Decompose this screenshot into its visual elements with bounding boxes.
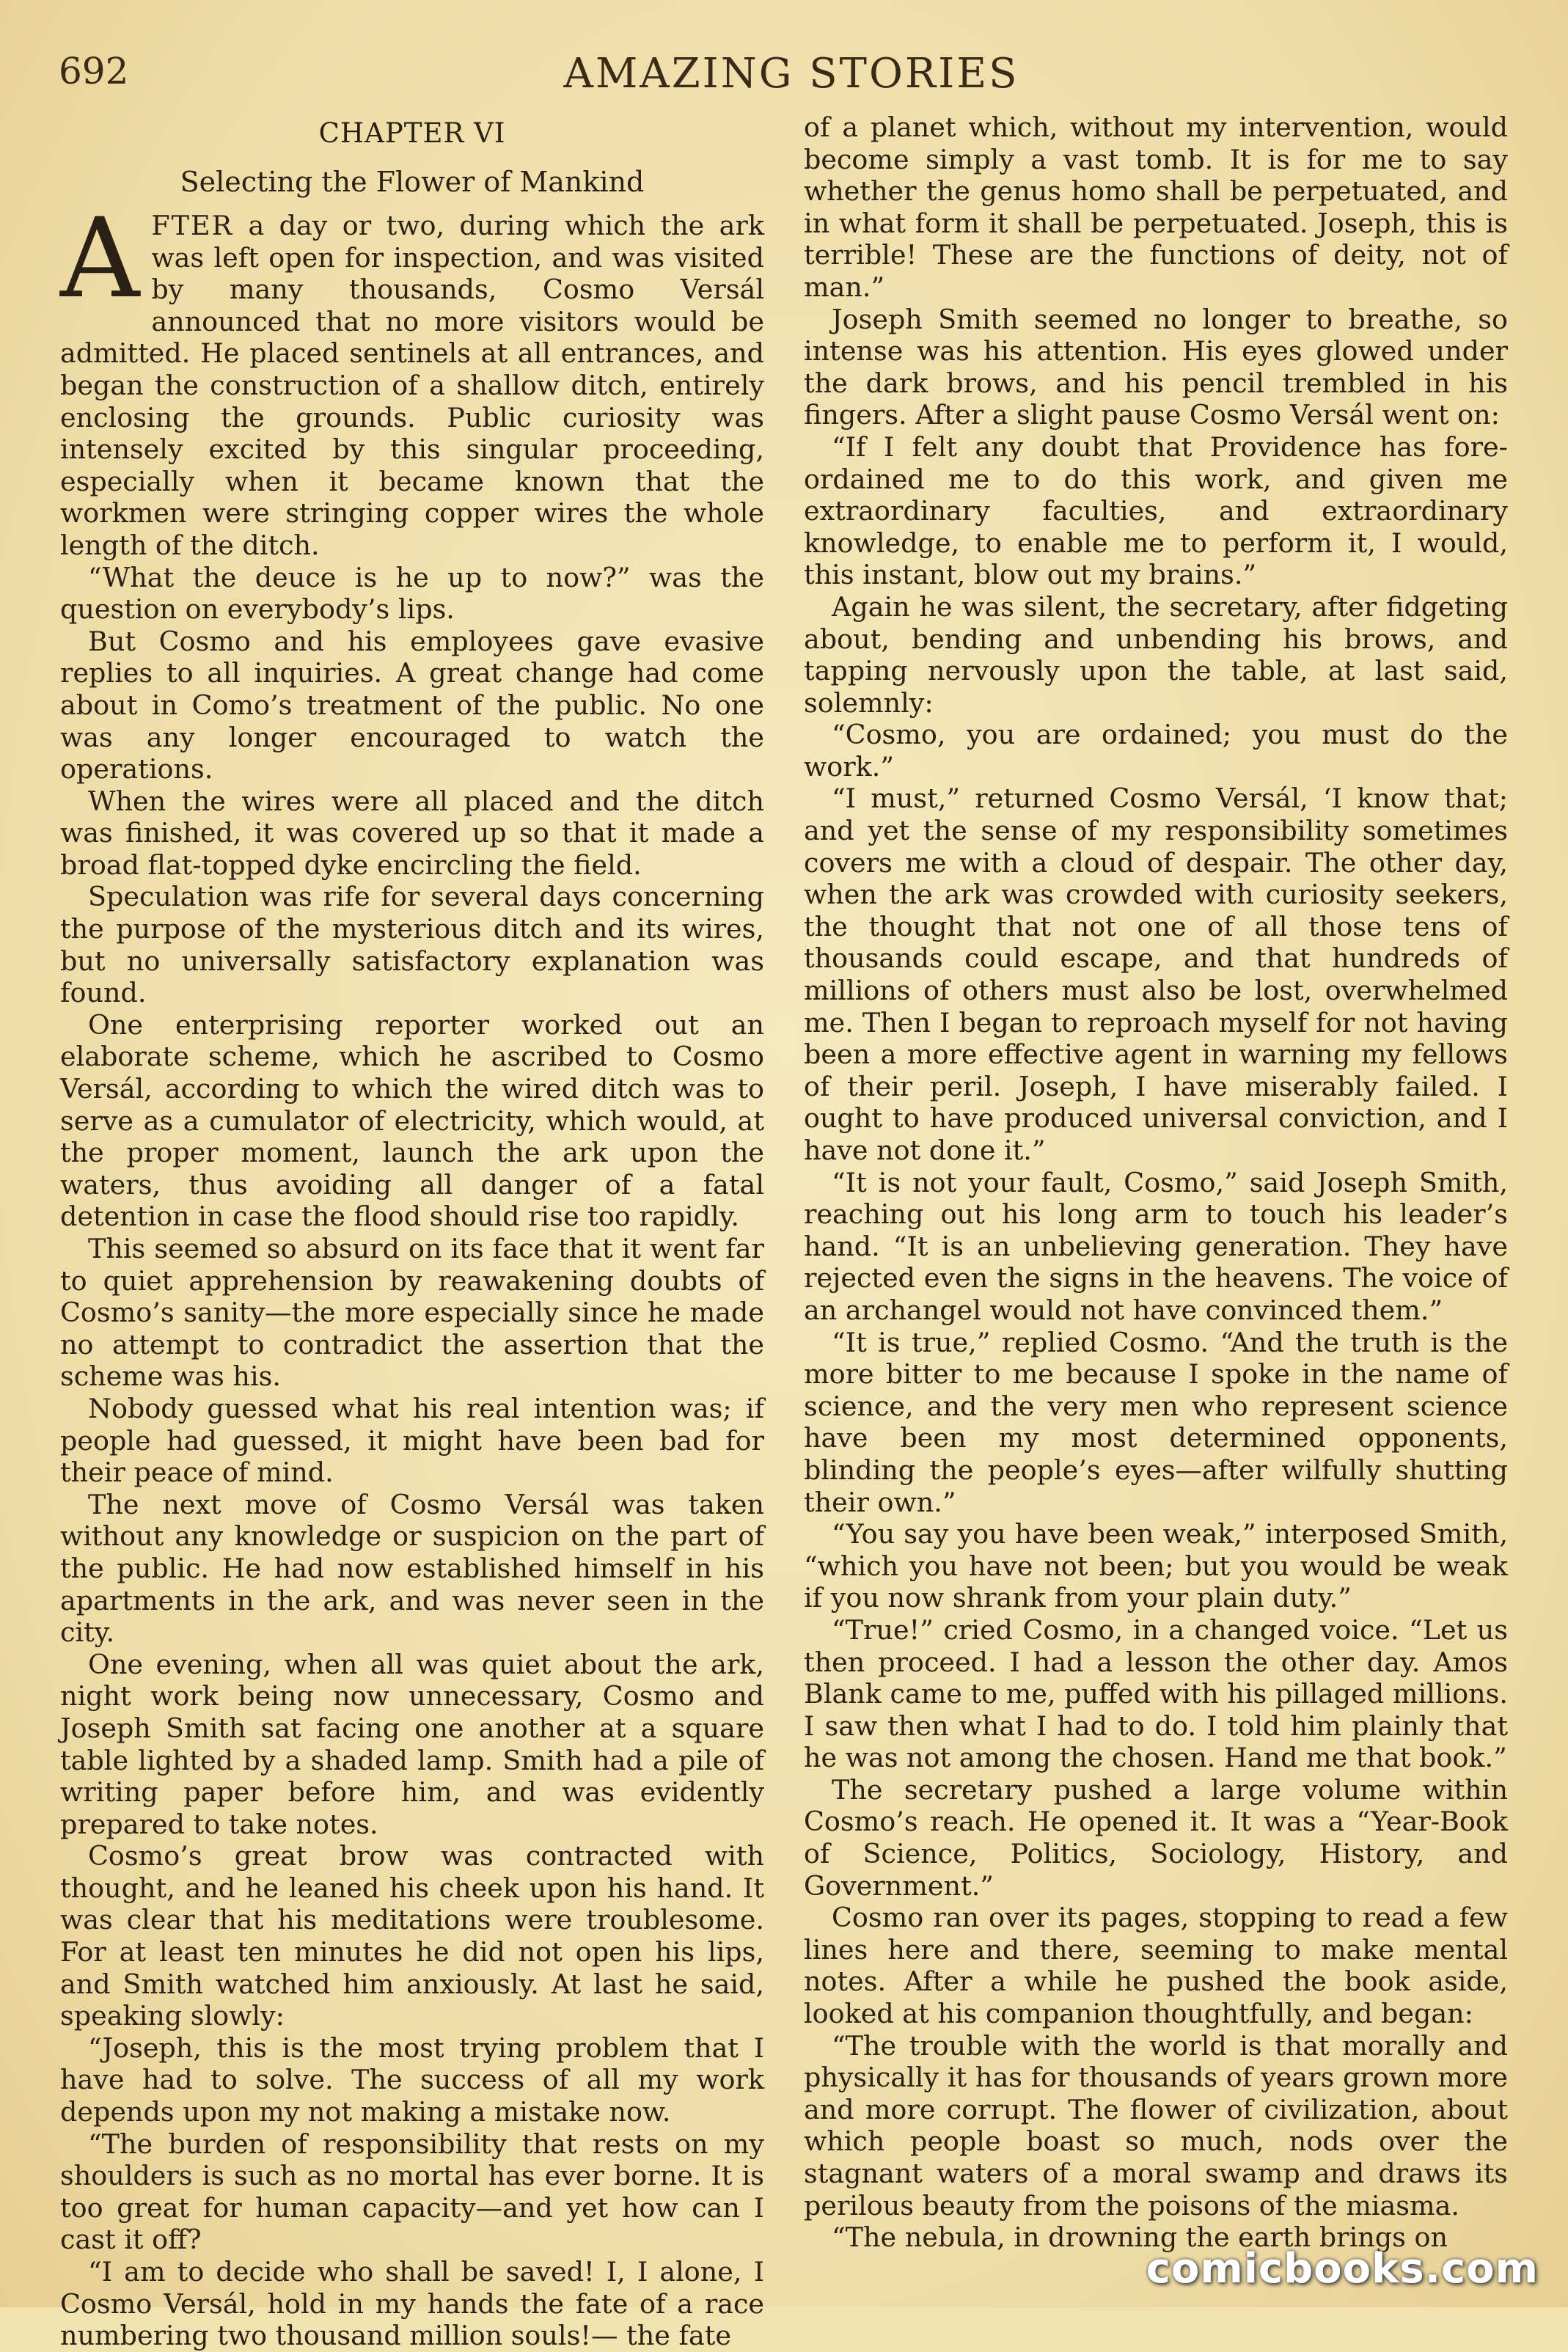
running-head: AMAZING STORIES — [563, 50, 1019, 98]
paragraph: of a planet which, without my intervention, would become simply a vast tomb. It is for me to say whether the genus homo shall be perpetuated, and in what form it shall be perpetuated. Joseph, this is terrible! These are the functions of deity, not of man.” — [804, 111, 1508, 303]
page-header — [59, 35, 1524, 109]
chapter-subtitle: Selecting the Flower of Mankind — [180, 166, 645, 198]
paragraph: “You say you have been weak,” interposed Smith, “which you have not been; but you would be weak if you now shrank from your plain duty.” — [804, 1518, 1508, 1614]
paragraph: “If I felt any doubt that Providence has fore-ordained me to do this work, and given me extraordinary faculties, and extraordinary knowledge, to enable me to perform it, I would, this instant, blow out my brains.” — [804, 431, 1508, 591]
paragraph: “The burden of responsibility that rests on my shoulders is such as no mortal has ever borne. It is too great for human capacity—and yet how can I cast it off? — [60, 2128, 764, 2256]
paragraph: “The nebula, in drowning the earth brings on — [832, 2221, 1448, 2254]
paragraph: “What the deuce is he up to now?” was the question on everybody’s lips. — [60, 561, 764, 626]
paragraph: Joseph Smith seemed no longer to breathe, so intense was his attention. His eyes glowed under the dark brows, and his pencil trembled in his fingers. After a slight pause Cosmo Versál went on: — [804, 303, 1508, 431]
paragraph: The secretary pushed a large volume within Cosmo’s reach. He opened it. It was a “Year-Book of Science, Politics, Sociology, History, and Government.” — [804, 1773, 1508, 1902]
left-column — [60, 111, 764, 2352]
watermark: comicbooks.com — [1146, 2245, 1539, 2293]
paragraph: “Joseph, this is the most trying problem that I have had to solve. The success of all my work depends upon my not making a mistake now. — [60, 2032, 764, 2128]
paragraph: “I am to decide who shall be saved! I, I alone, I Cosmo Versál, hold in my hands the fate of a race numbering two thousand million souls!— the fate — [60, 2256, 764, 2352]
page-number: 692 — [59, 50, 129, 92]
paragraph — [60, 195, 764, 562]
paragraph: Nobody guessed what his real intention was; if people had guessed, it might have been bad for their peace of mind. — [60, 1392, 764, 1489]
paragraph: “True!” cried Cosmo, in a changed voice. “Let us then proceed. I had a lesson the other day. Amos Blank came to me, puffed with his pillaged millions. I saw then what I had to do. I told him plainly that he was not among the chosen. Hand me that book.” — [804, 1613, 1508, 1774]
paragraph: “It is true,” replied Cosmo. “And the truth is the more bitter to me because I spoke in the name of science, and the very men who represent science have been my most determined opponents, blinding the people’s eyes—after wilfully shutting their own.” — [804, 1326, 1508, 1518]
paragraph: Cosmo ran over its pages, stopping to read a few lines here and there, seeming to make mental notes. After a while he pushed the book aside, looked at his companion thoughtfully, and began: — [804, 1902, 1508, 2030]
paragraph-text: a day or two, during which the ark was left open for inspection, and was visited by many thousands, Cosmo Versál announced that no more visitors would be admitted. He placed sentinels at all entrances, and began the construction of a shallow ditch, entirely enclosing the grounds. Public curiosity was intensely excited by this singular proceeding, especially when it became known that the workmen were stringing copper wires the whole length of the ditch. — [60, 210, 764, 561]
paragraph: The next move of Cosmo Versál was taken without any knowledge or suspicion on the part of the public. He had now established himself in his apartments in the ark, and was never seen in the city. — [60, 1488, 764, 1649]
paragraph: This seemed so absurd on its face that it went far to quiet apprehension by reawakening doubts of Cosmo’s sanity—the more especially since he made no attempt to contradict the assertion that the scheme was his. — [60, 1233, 764, 1393]
paragraph: “The trouble with the world is that morally and physically it has for thousands of years grown more and more corrupt. The flower of civilization, about which people boast so much, nods over the stagnant waters of a moral swamp and draws its perilous beauty from the poisons of the miasma. — [804, 2029, 1508, 2221]
paragraph: “Cosmo, you are ordained; you must do the work.” — [804, 719, 1508, 783]
drop-cap: A — [60, 195, 140, 323]
first-word: FTER — [151, 210, 234, 241]
paragraph: One enterprising reporter worked out an elaborate scheme, which he ascribed to Cosmo Versál, according to which the wired ditch was to serve as a cumulator of electricity, which would, at the proper moment, launch the ark upon the waters, thus avoiding all danger of a fatal detention in case the flood should rise too rapidly. — [60, 1008, 764, 1233]
paragraph: “I must,” returned Cosmo Versál, ‘I know that; and yet the sense of my responsibility sometimes covers me with a cloud of despair. The other day, when the ark was crowded with curiosity seekers, the thought that not one of all those tens of thousands could escape, and that hundreds of millions of others must also be lost, overwhelmed me. Then I began to reproach myself for not having been a more effective agent in warning my fellows of their peril. Joseph, I have miserably failed. I ought to have produced universal conviction, and I have not done it.” — [804, 783, 1508, 1166]
paragraph: One evening, when all was quiet about the ark, night work being now unnecessary, Cosmo and Joseph Smith sat facing one another at a square table lighted by a shaded lamp. Smith had a pile of writing paper before him, and was evidently prepared to take notes. — [60, 1648, 764, 1840]
paragraph: Again he was silent, the secretary, after fidgeting about, bending and unbending his brows, and tapping nervously upon the table, at last said, solemnly: — [804, 590, 1508, 719]
paragraph: Speculation was rife for several days concerning the purpose of the mysterious ditch and its wires, but no universally satisfactory explanation was found. — [60, 881, 764, 1009]
paragraph: Cosmo’s great brow was contracted with thought, and he leaned his cheek upon his hand. It was clear that his meditations were troublesome. For at least ten minutes he did not open his lips, and Smith watched him anxiously. At last he said, speaking slowly: — [60, 1840, 764, 2032]
chapter-title: CHAPTER VI — [318, 117, 506, 149]
paragraph: When the wires were all placed and the ditch was finished, it was covered up so that it made a broad flat-topped dyke encircling the field. — [60, 785, 764, 881]
paragraph: But Cosmo and his employees gave evasive replies to all inquiries. A great change had come about in Como’s treatment of the public. No one was any longer encouraged to watch the operations. — [60, 625, 764, 785]
right-column — [804, 111, 1508, 2254]
paragraph: “It is not your fault, Cosmo,” said Joseph Smith, reaching out his long arm to touch his leader’s hand. “It is an unbelieving generation. They have rejected even the signs in the heavens. The voice of an archangel would not have convinced them.” — [804, 1166, 1508, 1326]
